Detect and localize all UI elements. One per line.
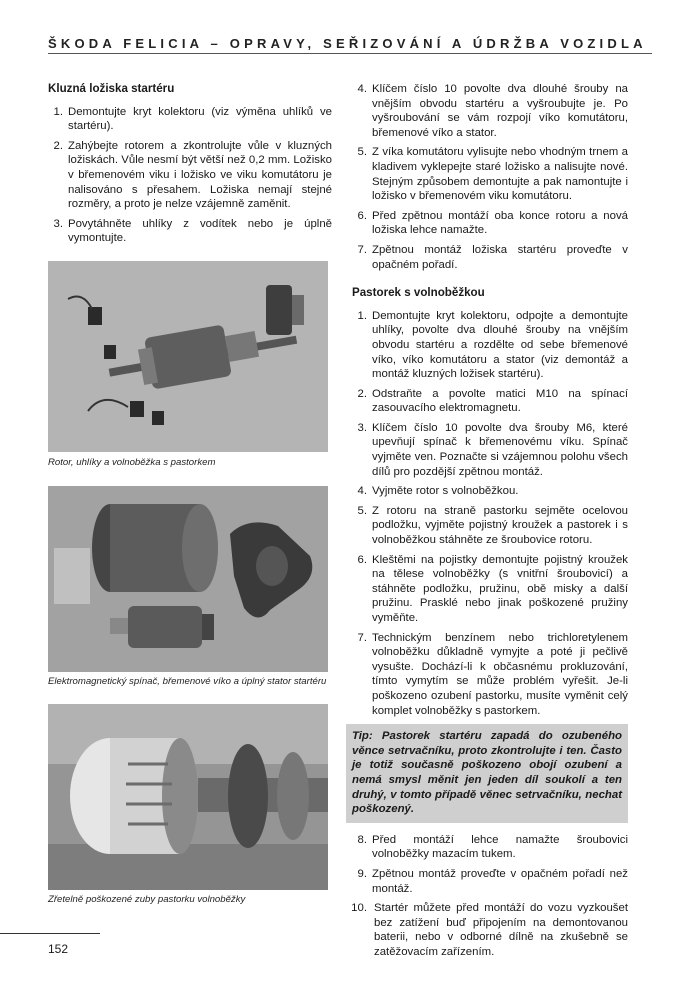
list-item: 1. Demontujte kryt kolektoru (viz výměna uhlíků ve startéru). [53, 105, 332, 133]
bearings-steps-continued [352, 82, 628, 272]
pinion-steps-list [352, 309, 628, 718]
list-item: 1. Demontujte kryt kolektoru, odpojte a demontujte uhlíky, povolte dva dlouhé šrouby na vnějším obvodu startéru a rozdělte od sebe břemenové víko, víko komutátoru a stator (viz demontáž a montáž kluzných ložisek startéru). [357, 309, 628, 381]
left-column [48, 82, 332, 251]
list-item: 5. Z rotoru na straně pastorku sejměte ocelovou podložku, vyjměte pojistný kroužek a pastorek i s volnoběžkou stáhněte ze šroubovice rotoru. [357, 504, 628, 547]
list-item: 9. Zpětnou montáž proveďte v opačném pořadí než montáž. [357, 867, 628, 895]
running-header: ŠKODA FELICIA – OPRAVY, SEŘIZOVÁNÍ A ÚDRŽBA VOZIDLA [48, 36, 647, 51]
list-item: 3. Klíčem číslo 10 povolte dva šrouby M6, které upevňují spínač k břemenovému víku. Spínač vyjměte ven. Poznačte si vzájemnou polohu všech dílů pro pozdější zpětnou montáž. [357, 421, 628, 478]
list-item: 7. Zpětnou montáž ložiska startéru proveďte v opačném pořadí. [357, 243, 628, 271]
photo-caption: Zřetelně poškozené zuby pastorku volnoběžky [48, 894, 246, 905]
photo-caption: Elektromagnetický spínač, břemenové víko a úplný stator startéru [48, 676, 327, 687]
list-item: 6. Kleštěmi na pojistky demontujte pojistný kroužek na tělese volnoběžky (s vnitřní šroubovicí) a stáhněte podložku, pružinu, obě misky a další pružinu. Prasklé nebo jinak poškozené pružiny vyměňte. [357, 553, 628, 624]
list-item: 2. Odstraňte a povolte matici M10 na spínací zasouvacího elektromagnetu. [357, 387, 628, 415]
list-item: 3. Povytáhněte uhlíky z vodítek nebo je úplně vymontujte. [53, 217, 332, 245]
page-number: 152 [48, 942, 69, 956]
section-heading-bearings: Kluzná ložiska startéru [48, 82, 175, 95]
photo-rotor [48, 261, 328, 452]
header-rule [48, 53, 652, 54]
tip-box: Tip: Pastorek startéru zapadá do ozubeného věnce setrvačníku, proto zkontrolujte i ten. Často je totiž současně poškozeno obojí ozubení a nemá smysl měnit jen jeden díl soukolí a ten druhý, v tomto případě věnec setrvačníku, nechat poškozený. [346, 724, 628, 823]
list-item: 6. Před zpětnou montáží oba konce rotoru a nová ložiska lehce namažte. [357, 209, 628, 237]
section-heading-pinion: Pastorek s volnoběžkou [352, 286, 485, 300]
photo-solenoid-stator [48, 486, 328, 672]
list-item: 8. Před montáží lehce namažte šroubovici volnoběžky mazacím tukem. [357, 833, 628, 861]
list-item: 5. Z víka komutátoru vylisujte nebo vhodným trnem a kladivem vyklepejte staré ložisko a nalisujte nové. Stejným způsobem demontujte a pak namontujte i ložisko v břemenovém viku komutátoru. [357, 146, 628, 203]
photo-damaged-pinion [48, 704, 328, 890]
right-column [352, 82, 628, 964]
list-item: 7. Technickým benzínem nebo trichloretylenem volnoběžku důkladně vymyjte a poté ji pečlivě vysušte. Dochází-li k občasnému prokluzování, tímto vymytím se může problém vyřešit. Je-li poškozeno ozubení pastorku, musíte vyměnit celý komplet volnoběžky s pastorkem. [357, 631, 628, 717]
photo-caption: Rotor, uhlíky a volnoběžka s pastorkem [48, 457, 216, 468]
bearings-steps-list [48, 105, 332, 246]
list-item: 4. Vyjměte rotor s volnoběžkou. [357, 485, 519, 498]
pinion-steps-continued [352, 833, 628, 960]
list-item: 10. Startér můžete před montáží do vozu vyzkoušet bez zatížení buď připojením na demontovanou baterii, nebo v odborné dílně na zkušebně se zatěžovacím zařízením. [351, 902, 628, 958]
list-item: 4. Klíčem číslo 10 povolte dva dlouhé šrouby na vnějším obvodu startéru a vyšroubujte je. Po vyšroubování se vám rozpojí víko komutátoru, břemenové víko a stator. [357, 83, 628, 139]
list-item: 2. Zahýbejte rotorem a zkontrolujte vůle v kluzných ložiskách. Vůle nesmí být větší než 0,2 mm. Ložisko v břemenovém viku i ložisko ve viku komutátoru je nalisováno s přesahem. Ložiska nemají stejné rozměry, a proto je nelze vzájemně zaměnit. [53, 139, 332, 211]
footer-rule [0, 933, 100, 934]
